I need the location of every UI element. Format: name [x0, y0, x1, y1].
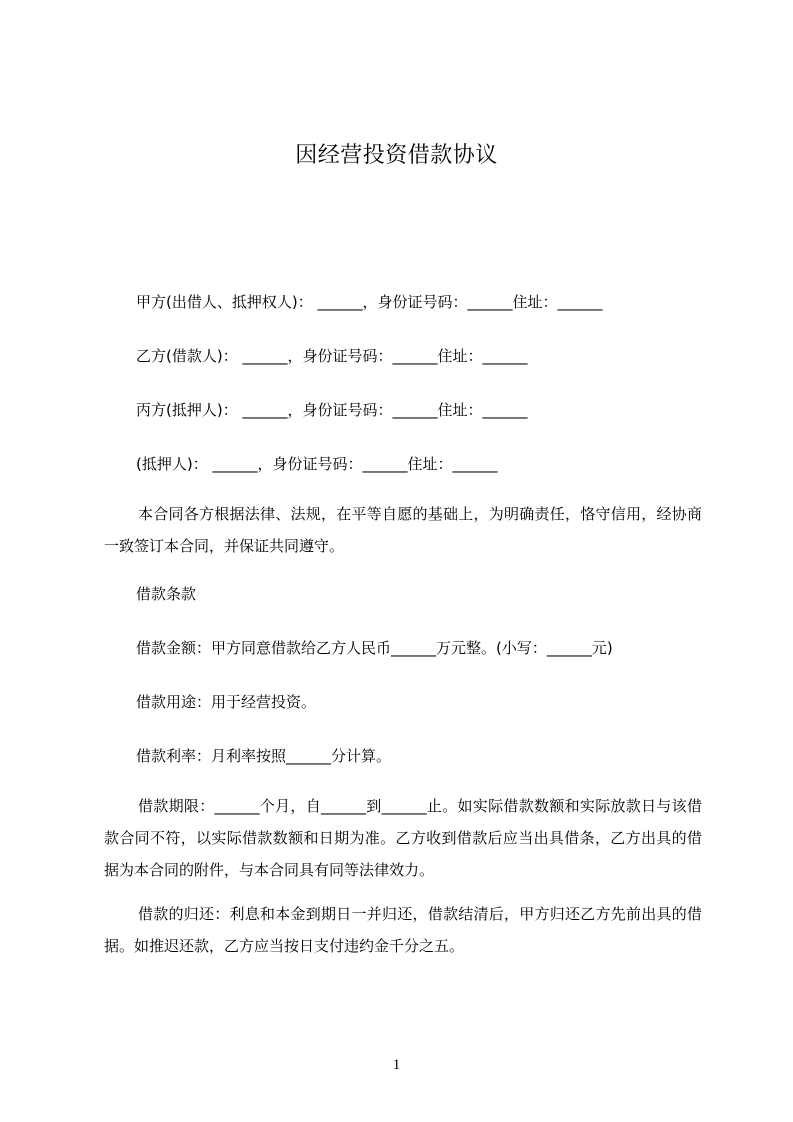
preamble-paragraph: 本合同各方根据法律、法规，在平等自愿的基础上，为明确责任，恪守信用，经协商一致签订本合同，并保证共同遵守。	[104, 505, 702, 555]
page-number: 1	[392, 1057, 401, 1073]
section-heading: 借款条款	[136, 585, 197, 603]
loan-interest-clause: 借款利率：月利率按照______分计算。	[136, 747, 392, 765]
party-d-line: (抵押人)： ______，身份证号码：______住址：______	[136, 455, 498, 473]
loan-amount-clause: 借款金额：甲方同意借款给乙方人民币______万元整。(小写：______元)	[136, 639, 613, 657]
page-title: 因经营投资借款协议	[295, 143, 498, 168]
party-b-line: 乙方(借款人)： ______，身份证号码：______住址：______	[136, 347, 528, 365]
loan-term-clause: 借款期限：______个月，自______到______止。如实际借款数额和实际放款日与该借款合同不符，以实际借款数额和日期为准。乙方收到借款后应当出具借条，乙方出具的借据为本合同的附件，与本合同具有同等法律效力。	[104, 797, 702, 879]
loan-repayment-clause: 借款的归还：利息和本金到期日一并归还，借款结清后，甲方归还乙方先前出具的借据。如推迟还款，乙方应当按日支付违约金千分之五。	[104, 905, 702, 955]
party-c-line: 丙方(抵押人)： ______，身份证号码：______住址：______	[136, 401, 528, 419]
loan-purpose-clause: 借款用途：用于经营投资。	[136, 693, 317, 711]
party-a-line: 甲方(出借人、抵押权人)： ______，身份证号码：______住址：______	[136, 293, 603, 311]
